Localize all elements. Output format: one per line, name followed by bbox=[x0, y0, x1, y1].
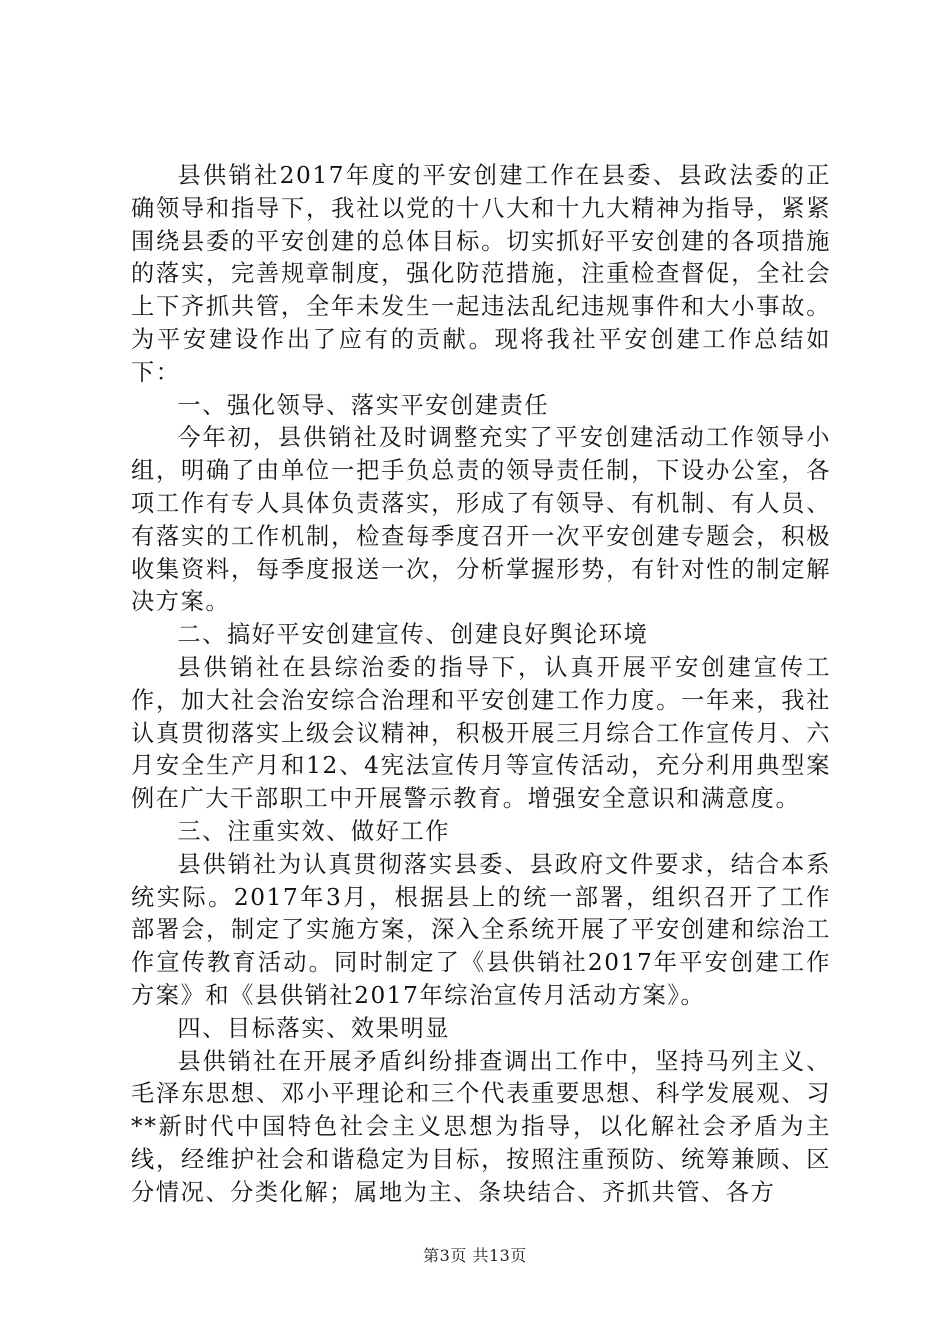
section-heading-1: 一、强化领导、落实平安创建责任 bbox=[177, 391, 550, 419]
paragraph-section-1: 今年初，县供销社及时调整充实了平安创建活动工作领导小组，明确了由单位一把手负总责的领导责任制，下设办公室，各项工作有专人具体负责落实，形成了有领导、有机制、有人员、有落实的工作机制，检查每季度召开一次平安创建专题会，积极收集资料，每季度报送一次，分析掌握形势，有针对性的制定解决方案。 bbox=[131, 424, 831, 616]
document-body bbox=[131, 160, 831, 1210]
page-footer: 第3页 共13页 bbox=[423, 1246, 527, 1265]
paragraph-section-3: 县供销社为认真贯彻落实县委、县政府文件要求，结合本系统实际。2017年3月，根据县上的统一部署，组织召开了工作部署会，制定了实施方案，深入全系统开展了平安创建和综治工作宣传教育活动。同时制定了《县供销社2017年平安创建工作方案》和《县供销社2017年综治宣传月活动方案》。 bbox=[131, 850, 831, 1009]
section-heading-2: 二、搞好平安创建宣传、创建良好舆论环境 bbox=[177, 621, 649, 649]
paragraph-section-4: 县供销社在开展矛盾纠纷排查调出工作中，坚持马列主义、毛泽东思想、邓小平理论和三个代表重要思想、科学发展观、习**新时代中国特色社会主义思想为指导，以化解社会矛盾为主线，经维护社会和谐稳定为目标，按照注重预防、统筹兼顾、区分情况、分类化解；属地为主、条块结合、齐抓共管、各方 bbox=[131, 1047, 831, 1206]
section-heading-4: 四、目标落实、效果明显 bbox=[177, 1014, 451, 1042]
paragraph-intro: 县供销社2017年度的平安创建工作在县委、县政法委的正确领导和指导下，我社以党的十八大和十九大精神为指导，紧紧围绕县委的平安创建的总体目标。切实抓好平安创建的各项措施的落实，完善规章制度，强化防范措施，注重检查督促，全社会上下齐抓共管，全年未发生一起违法乱纪违规事件和大小事故。为平安建设作出了应有的贡献。现将我社平安创建工作总结如下： bbox=[131, 162, 831, 386]
paragraph-section-2: 县供销社在县综治委的指导下，认真开展平安创建宣传工作，加大社会治安综合治理和平安创建工作力度。一年来，我社认真贯彻落实上级会议精神，积极开展三月综合工作宣传月、六月安全生产月和12、4宪法宣传月等宣传活动，充分利用典型案例在广大干部职工中开展警示教育。增强安全意识和满意度。 bbox=[131, 653, 831, 813]
section-heading-3: 三、注重实效、做好工作 bbox=[177, 817, 451, 845]
